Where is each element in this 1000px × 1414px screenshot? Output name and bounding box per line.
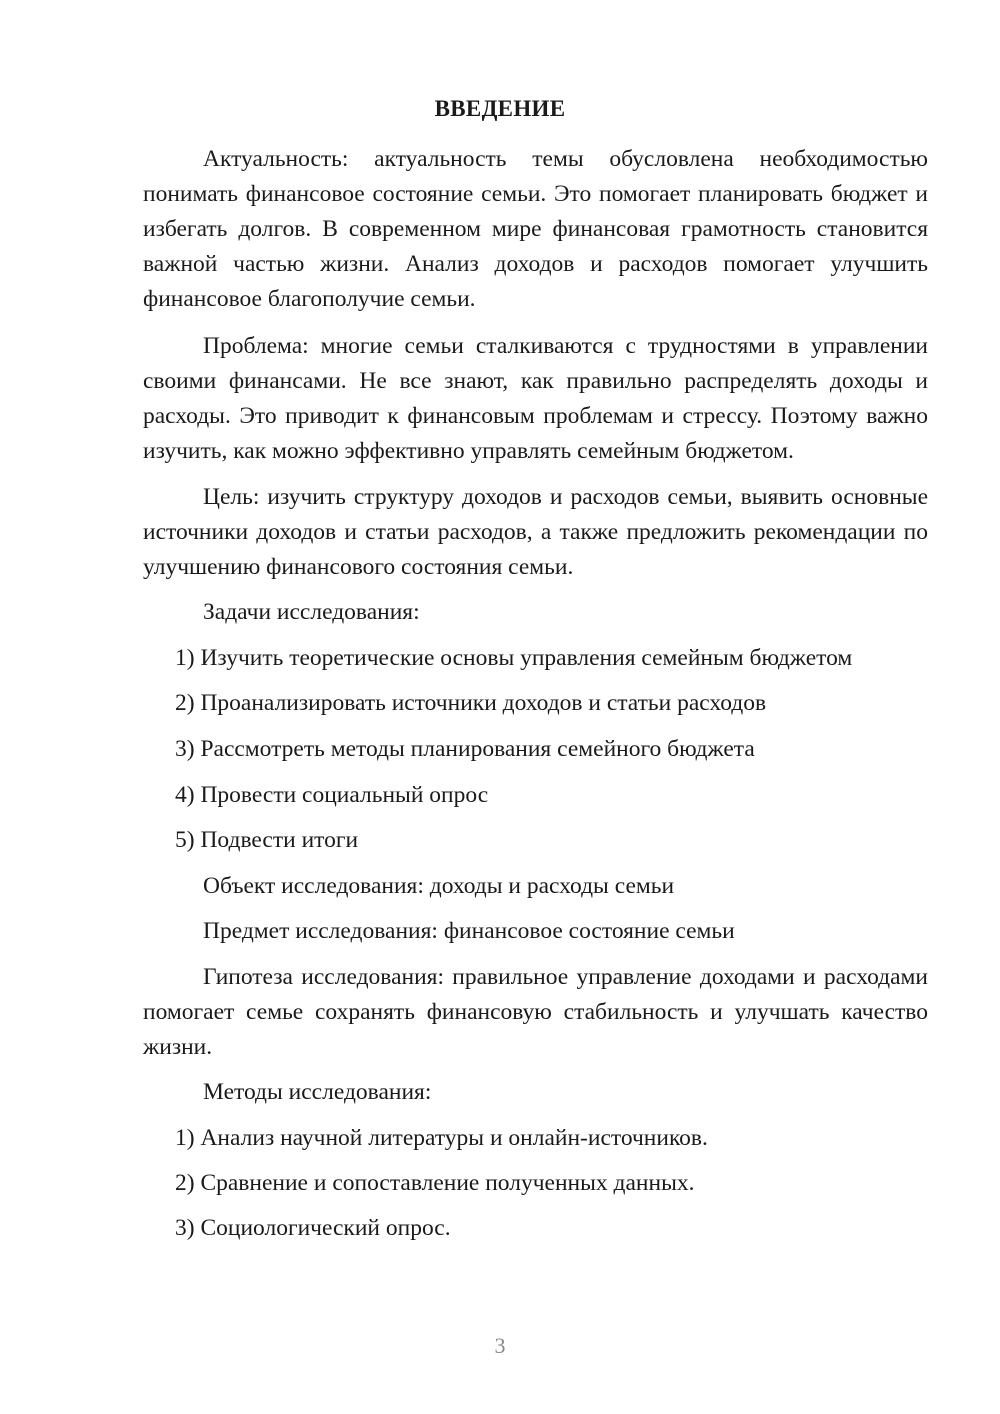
problem-paragraph: Проблема: многие семьи сталкиваются с трудностями в управлении своими финансами. Не все знают, как правильно распределять доходы и расходы. Это приводит к финансовым проблемам и стрессу. Поэтому важно изучить, как можно эффективно управлять семейным бюджетом. [143,333,928,464]
task-item: 2) Проанализировать источники доходов и статьи расходов [175,690,767,716]
task-item: 3) Рассмотреть методы планирования семейного бюджета [175,736,755,762]
methods-heading: Методы исследования: [203,1079,432,1105]
goal-paragraph: Цель: изучить структуру доходов и расходов семьи, выявить основные источники доходов и статьи расходов, а также предложить рекомендации по улучшению финансового состояния семьи. [143,484,928,580]
hypothesis-paragraph: Гипотеза исследования: правильное управление доходами и расходами помогает семье сохранять финансовую стабильность и улучшать качество жизни. [143,964,928,1060]
task-item: 5) Подвести итоги [175,827,359,853]
research-object: Объект исследования: доходы и расходы семьи [203,873,675,899]
method-item: 3) Социологический опрос. [175,1215,451,1241]
relevance-paragraph: Актуальность: актуальность темы обусловлена необходимостью понимать финансовое состояние семьи. Это помогает планировать бюджет и избегать долгов. В современном мире финансовая грамотность становится важной частью жизни. Анализ доходов и расходов помогает улучшить финансовое благополучие семьи. [143,146,928,312]
tasks-heading: Задачи исследования: [203,599,420,625]
research-subject: Предмет исследования: финансовое состояние семьи [203,918,735,944]
page-number: 3 [494,1333,506,1358]
method-item: 1) Анализ научной литературы и онлайн-источников. [175,1125,708,1151]
task-item: 1) Изучить теоретические основы управления семейным бюджетом [175,645,853,671]
section-heading: ВВЕДЕНИЕ [434,96,566,121]
method-item: 2) Сравнение и сопоставление полученных данных. [175,1170,695,1196]
task-item: 4) Провести социальный опрос [175,782,489,808]
